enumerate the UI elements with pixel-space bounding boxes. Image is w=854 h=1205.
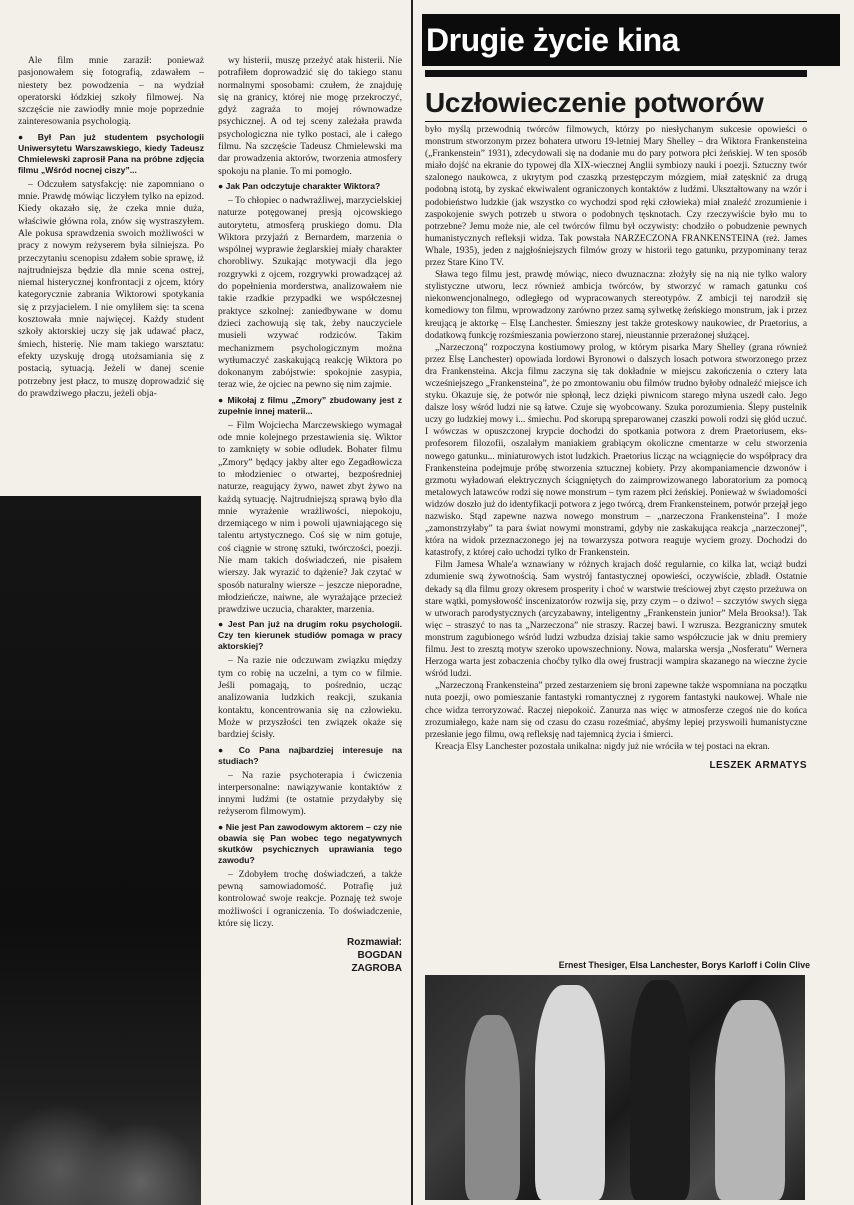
article-paragraph: „Narzeczoną Frankensteina” przed zestarzeniem się broni zapewne także wspomniana na początku nuta poezji, owo pomieszanie fantastyki romantycznej z rygorem fantastyki naukowej. Whale nie chce widza terroryzować. Raczej niepokoić. Zanurza nas więc w atmosferze czegoś nie do końca zrozumiałego, każe nam się od czasu do czasu roześmiać, abyśmy lepiej przyswoili humanistyczne przesłanie jego filmu, ową refleksję nad tajemnicą życia i śmierci.: [425, 681, 807, 740]
interview-column-1: [18, 55, 204, 400]
interview-answer: – Na razie psychoterapia i ćwiczenia interpersonalne: nawiązywanie kontaktów z innymi ludźmi (te ostatnie przydałyby się reżyserom filmowym).: [218, 769, 402, 818]
interview-question: ● Nie jest Pan zawodowym aktorem – czy nie obawia się Pan wobec tego negatywnych skutków psychicznych uprawiania tego zawodu?: [218, 822, 402, 866]
interview-question: ● Był Pan już studentem psychologii Uniwersytetu Warszawskiego, kiedy Tadeusz Chmielewski zaprosił Pana na próbne zdjęcia filmu „Wśród nocnej ciszy”...: [18, 132, 204, 176]
interview-answer: – Film Wojciecha Marczewskiego wymagał ode mnie kolejnego przestawienia się. Wiktor to zamknięty w sobie odludek. Bohater filmu „Zmory” będący jakby alter ego Zegadłowicza to młodzieniec o otwartej, bezpośredniej naturze, reagujący żywo, nawet zbyt żywo na każdą sytuację. Najtrudniejszą sprawą było dla mnie wyrażenie wrażliwości, niepokoju, drzemiącego w nim i powoli ujawniającego się talentu artystycznego. Coś się w nim gotuje, coś ciągnie w stronę sztuki, twórczości, poezji. Nie mam takich doświadczeń, nie pisałem wierszy. Jak wyrazić to dążenie? Jak czytać w sposób naturalny wiersze – jeszcze nieporadne, młodzieńcze, naiwne, ale wyrażające przecież prawdziwe uczucia, charakter, marzenia.: [218, 419, 402, 616]
interviewer-first: BOGDAN: [357, 950, 402, 962]
article-body: [425, 124, 807, 772]
article-paragraph: Sława tego filmu jest, prawdę mówiąc, nieco dwuznaczna: złożyły się na nią nie tylko walory stylistyczne utworu, lecz również ambicja twórców, by stworzyć w ramach gatunku coś niekonwencjonalnego, odległego od wypracowanych stereotypów. Z ambicji tej narodził się komediowy ton filmu, wprowadzony zarówno przez samą sylwetkę żeńskiego monstrum, jak i przez kreującą je aktorkę – Elsę Lanchester. Śmieszny jest także groteskowy naukowiec, dr Praetorius, a dodatkową funkcję rozśmieszania powierzono starej, nieustannie przerażonej służącej.: [425, 270, 807, 341]
interview-question: ● Co Pana najbardziej interesuje na studiach?: [218, 745, 402, 767]
dark-photo-left: [0, 496, 201, 1205]
section-title: Drugie życie kina: [422, 14, 840, 66]
interviewer-last: ZAGROBA: [351, 963, 402, 975]
interview-answer: – Zdobyłem trochę doświadczeń, a także pewną samowiadomość. Potrafię już kontrolować swoje reakcje. Poznaję też swoje możliwości i ograniczenia. To doświadczenie, które się liczy.: [218, 868, 402, 929]
interview-question: ● Jak Pan odczytuje charakter Wiktora?: [218, 181, 402, 192]
interview-question: ● Mikołaj z filmu „Zmory” zbudowany jest z zupełnie innej materii...: [218, 395, 402, 417]
interview-answer: – To chłopiec o nadwrażliwej, marzycielskiej naturze potęgowanej presją ojcowskiego autorytetu, atmosferą pruskiego domu. Dla Wiktora przyjaźń z Bernardem, marzenia o wspólnej wyprawie żeglarskiej miały charakter chorobliwy. Szukając motywacji dla jego rozgrywki z ojcem, rozgrywki prowadzącej aż do popełnienia morderstwa, analizowałem nie takie rzadkie przypadki we współczesnej praktyce szkolnej: zaniedbywane w domu dzieci zachowują się tak, żeby nauczyciele musieli wzywać rodziców. Takim mechanizmem psychologicznym można wytłumaczyć zaskakującą reakcję Wiktora po dokonanym zabójstwie: spokojnie zasypia, teraz wie, że ojciec na pewno się nim zajmie.: [218, 194, 402, 391]
interview-answer: – Odczułem satysfakcję: nie zapomniano o mnie. Prawdę mówiąc liczyłem tylko na epizod. Kiedy okazało się, że czeka mnie duża, właściwie główna rola, znów się wystraszyłem. Ale pokusa sprawdzenia swoich możliwości w pracy z nowym reżyserem była silniejsza. Po przeczytaniu scenopisu zdałem sobie sprawę, iż najtrudniejsza będzie dla mnie scena ostrej, niemal histerycznej konfrontacji z ojcem, który kategorycznie zabrania Wiktorowi spotykania się z przyjacielem. I nie omyliłem się: ta scena kosztowała mnie najwięcej. Każdy student szkoły aktorskiej uczy się jak udawać płacz, śmiech, histerię. Nie mam takiego warsztatu: efekty uzyskuję drogą utożsamiania się z postacią, sytuacją. Jeżeli w danej scenie potrzebny jest płacz, to muszę doprowadzić się do prawdziwego płaczu, jeżeli obja-: [18, 178, 204, 399]
interview-column-2: [218, 55, 402, 975]
interview-answer: – Na razie nie odczuwam związku między tym co robię na uczelni, a tym co w filmie. Jeśli pomagają, to pośrednio, ucząc analizowania ludzkich reakcji, szukania kontaktu, koncentrowania się na człowieku. Może w przyszłości ten związek okaże się bardziej ścisły.: [218, 655, 402, 741]
article-paragraph: Film Jamesa Whale'a wznawiany w różnych krajach dość regularnie, co kilka lat, wciąż budzi zdumienie swą żywotnością. Sam wystrój fantastycznej opowieści, oczywiście, zbladł. Ostatnie dekady są dla filmu grozy okresem prosperity i choć w warstwie treściowej zbyt często przeżuwa on stare wątki, pomysłowość inscenizatorów rozwija się, przy czym – o dziwo! – szczytów swych sięga w utworach parodystycznych (arcyzabawny, inteligentny „Frankenstein junior” Mela Brooksa!). Tak więc – straszyć to nas ta „Narzeczona” nie straszy. Raczej bawi. I wzrusza. Bezgraniczny smutek monstrum zagubionego wśród ludzi wzbudza dzisiaj takie samo współczucie jak w dniu premiery filmu. Jest to zresztą motyw szeroko upowszechniony. Nowa, malarska wersja „Nosferatu” Wernera Herzoga warta jest zobaczenia choćby tylko dla owej frustracji wampira skazanego na wieczne życie wśród ludzi.: [425, 560, 807, 680]
article-author: LESZEK ARMATYS: [709, 759, 807, 771]
article-headline: Uczłowieczenie potworów: [425, 87, 764, 118]
interview-answer: wy histerii, muszę przeżyć atak histerii. Nie potrafiłem doprowadzić się do takiego stanu normalnymi sposobami: czułem, że znajduję się na granicy, której nie mogę przekroczyć, gdyż zagraża to mojej równowadze psychicznej. A od tej sceny zależała prawda psychologiczna nie tylko postaci, ale i całego filmu. Na szczęście Tadeusz Chmielewski ma dar prowadzenia aktorów, tworzenia atmosfery spokoju na planie. To mi pomogło.: [218, 55, 402, 177]
interview-answer: Ale film mnie zaraził: ponieważ pasjonowałem się fotografią, zdawałem – niestety bez powodzenia – na wydział operatorski łódzkiej szkoły filmowej. Na szczęście nie zawiodły mnie moje poprzednie zainteresowania psychologią.: [18, 55, 204, 128]
article-paragraph: było myślą przewodnią twórców filmowych, którzy po niesłychanym sukcesie opowieści o monstrum stworzonym przez bohatera utworu 19-letniej Mary Shelley – dra Wiktora Frankensteina („Frankenstein” 1931), zdecydowali się na dodanie mu do pary potwora płci żeńskiej. W ten sposób miało dojść na ekranie do typowej dla XIX-wiecznej Anglii symbiozy nauki i poezji. Sztuczny twór szalonego naukowca, z ukrytym pod czaszką przestępczym mózgiem, miał zatęsknić za drugą podobną istotą, by zyskać ekwiwalent ograniczonych kontaktów z ludźmi. Ukształtowany na wzór i podobieństwo ludzkie (jak wszystko co wychodzi spod ręki człowieka) miał znaleźć zrozumienie i zaspokojenie swych potrzeb u stwora o podobnych tęsknotach. Czy rzeczywiście było mu to potrzebne? Jemu może nie, ale cel twórców filmu był oczywisty: chodziło o pobudzenie pewnych humanistycznych refleksji widza. Tak powstała NARZECZONA FRANKENSTEINA (reż. James Whale, 1935), jeden z najgłośniejszych filmów grozy w historii tego gatunku, przypominany teraz przez Stare Kino TV.: [425, 125, 807, 269]
headline-rule: [425, 121, 807, 122]
photo-caption: Ernest Thesiger, Elsa Lanchester, Borys Karloff i Colin Clive: [558, 960, 810, 970]
article-paragraph: „Narzeczoną” rozpoczyna kostiumowy prolog, w którym pisarka Mary Shelley (grana również przez Elsę Lanchester) opowiada lordowi Byronowi o dalszych losach potwora stworzonego przez dra Frankensteina. Akcja filmu zaczyna się tak dokładnie w miejscu zakończenia o cztery lata wcześniejszego „Frankensteina”, że po zmontowaniu obu filmów trudno byłoby odnaleźć miejsce ich styku. Okazuje się, że potwór nie spłonął, lecz dzięki piwnicom starego młyna uszedł cało. Jego dalsze losy wśród ludzi nie są łatwe. Czuje się wyobcowany. Szuka porozumienia. Ślepy pustelnik uczy go ludzkiej mowy i... śmiechu. Pod skorupą spreparowanej czaszki powoli rodzi się głód uczuć. I wówczas w opuszczonej krypcie dochodzi do spotkania potwora z drem Praetoriusem, eks-profesorem filozofii, oszalałym maniakiem grabiącym okoliczne cmentarze w celu stworzenia nowego gatunku... miniaturowych istot ludzkich. Praetorius licząc na wciągnięcie do współpracy dra Frankensteina podejmuje próbę stworzenia sztucznej kobiety. Przy akompaniamencie dzwonów i grzmotu wyładowań elektrycznych ściągniętych do zaimprowizowanego laboratorium za pomocą metalowych latawców rodzi się nowe monstrum – tym razem płci żeńskiej. Ponieważ w świadomości widzów doszło już do identyfikacji potwora z jego twórcą, drem Frankensteinem, potwór przejął jego nazwisko. Stąd zapewne nazwa nowego monstrum – „narzeczona Frankensteina”. I może „zamonstrzyłaby” ta para świat nowymi monstrami, gdyby nie zaskakująca reakcja „narzeczonej”, która na widok przeznaczonego jej na towarzysza potwora reaguje wyciem grozy. Dochodzi do katastrofy, z której cało uchodzi tylko dr Frankenstein.: [425, 342, 807, 559]
article-paragraph: Kreacja Elsy Lanchester pozostała unikalna: nigdy już nie wróciła w tej postaci na ekran.: [435, 741, 770, 752]
interviewer-label: Rozmawiał:: [346, 937, 402, 949]
column-divider: [411, 0, 413, 1205]
interview-question: ● Jest Pan już na drugim roku psychologii. Czy ten kierunek studiów pomaga w pracy aktorskiej?: [218, 619, 402, 652]
film-still-photo: [425, 975, 805, 1200]
interviewer-signature: [218, 936, 402, 975]
title-rule: [425, 70, 807, 77]
